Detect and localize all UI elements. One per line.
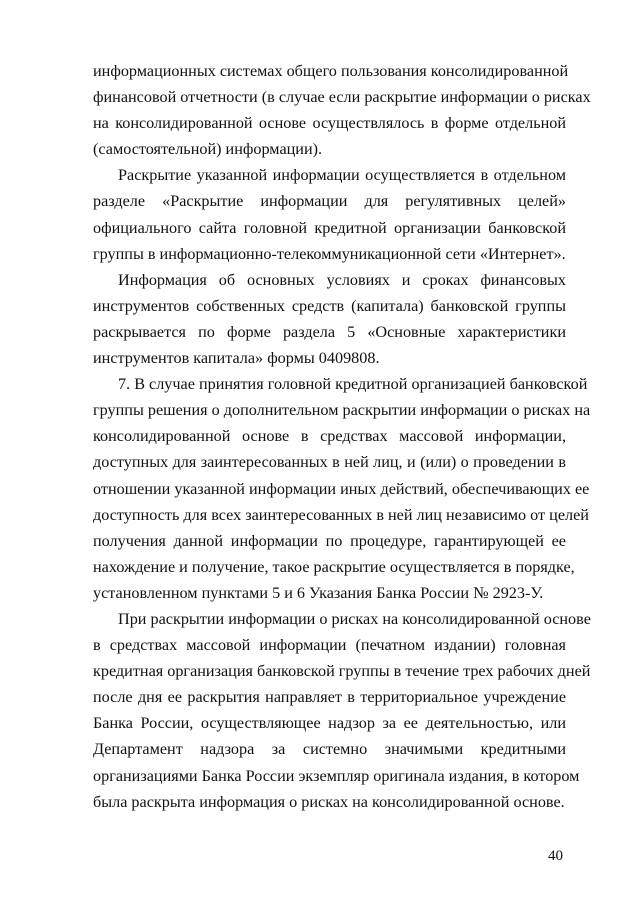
text-line: доступность для всех заинтересованных в ней лиц независимо от целей — [93, 505, 589, 524]
text-line: финансовой отчетности (в случае если раскрытие информации о рисках — [93, 88, 591, 107]
text-line: инструментов капитала» формы 0409808. — [93, 349, 380, 368]
text-line: была раскрыта информация о рисках на консолидированной основе. — [93, 792, 565, 811]
text-line: Департамент надзора за системно значимыми кредитными — [93, 740, 566, 759]
text-line: нахождение и получение, такое раскрытие осуществляется в порядке, — [93, 557, 575, 576]
paragraph-5 — [93, 606, 591, 815]
text-line: отношении указанной информации иных действий, обеспечивающих ее — [93, 479, 590, 498]
text-line: 7. В случае принятия головной кредитной организацией банковской — [118, 375, 588, 394]
text-line: установленном пунктами 5 и 6 Указания Банка России № 2923-У. — [93, 583, 544, 602]
text-line: группы решения о дополнительном раскрытии информации о рисках на — [93, 401, 591, 420]
paragraph-2 — [93, 162, 566, 266]
text-line: информационных системах общего пользования консолидированной — [93, 62, 569, 80]
text-line: инструментов собственных средств (капитала) банковской группы — [93, 296, 566, 315]
text-line: При раскрытии информации о рисках на консолидированной основе — [118, 609, 591, 628]
paragraph-3 — [93, 267, 566, 371]
text-line: Банка России, осуществляющее надзор за ее деятельностью, или — [93, 714, 566, 733]
paragraph-1 — [93, 58, 591, 162]
document-body — [93, 58, 591, 815]
text-line: Информация об основных условиях и сроках финансовых — [118, 270, 566, 289]
paragraph-4 — [93, 371, 591, 606]
text-line: доступных для заинтересованных в ней лиц, и (или) о проведении в — [93, 453, 566, 472]
text-line: консолидированной основе в средствах массовой информации, — [93, 427, 566, 446]
text-line: Раскрытие указанной информации осуществляется в отдельном — [118, 166, 566, 185]
text-line: получения данной информации по процедуре, гарантирующей ее — [93, 531, 566, 550]
text-line: на консолидированной основе осуществлялось в форме отдельной — [93, 114, 566, 133]
page-number: 40 — [548, 848, 563, 864]
text-line: после дня ее раскрытия направляет в территориальное учреждение — [93, 688, 566, 707]
text-line: группы в информационно-телекоммуникационной сети «Интернет». — [93, 244, 566, 263]
text-line: раскрывается по форме раздела 5 «Основные характеристики — [93, 322, 566, 341]
text-line: (самостоятельной) информации). — [93, 140, 323, 159]
text-line: официального сайта головной кредитной организации банковской — [93, 218, 566, 237]
text-line: кредитная организация банковской группы в течение трех рабочих дней — [93, 662, 591, 681]
text-line: организациями Банка России экземпляр оригинала издания, в котором — [93, 766, 580, 785]
text-line: разделе «Раскрытие информации для регулятивных целей» — [93, 192, 566, 211]
text-line: в средствах массовой информации (печатном издании) головная — [93, 636, 566, 655]
